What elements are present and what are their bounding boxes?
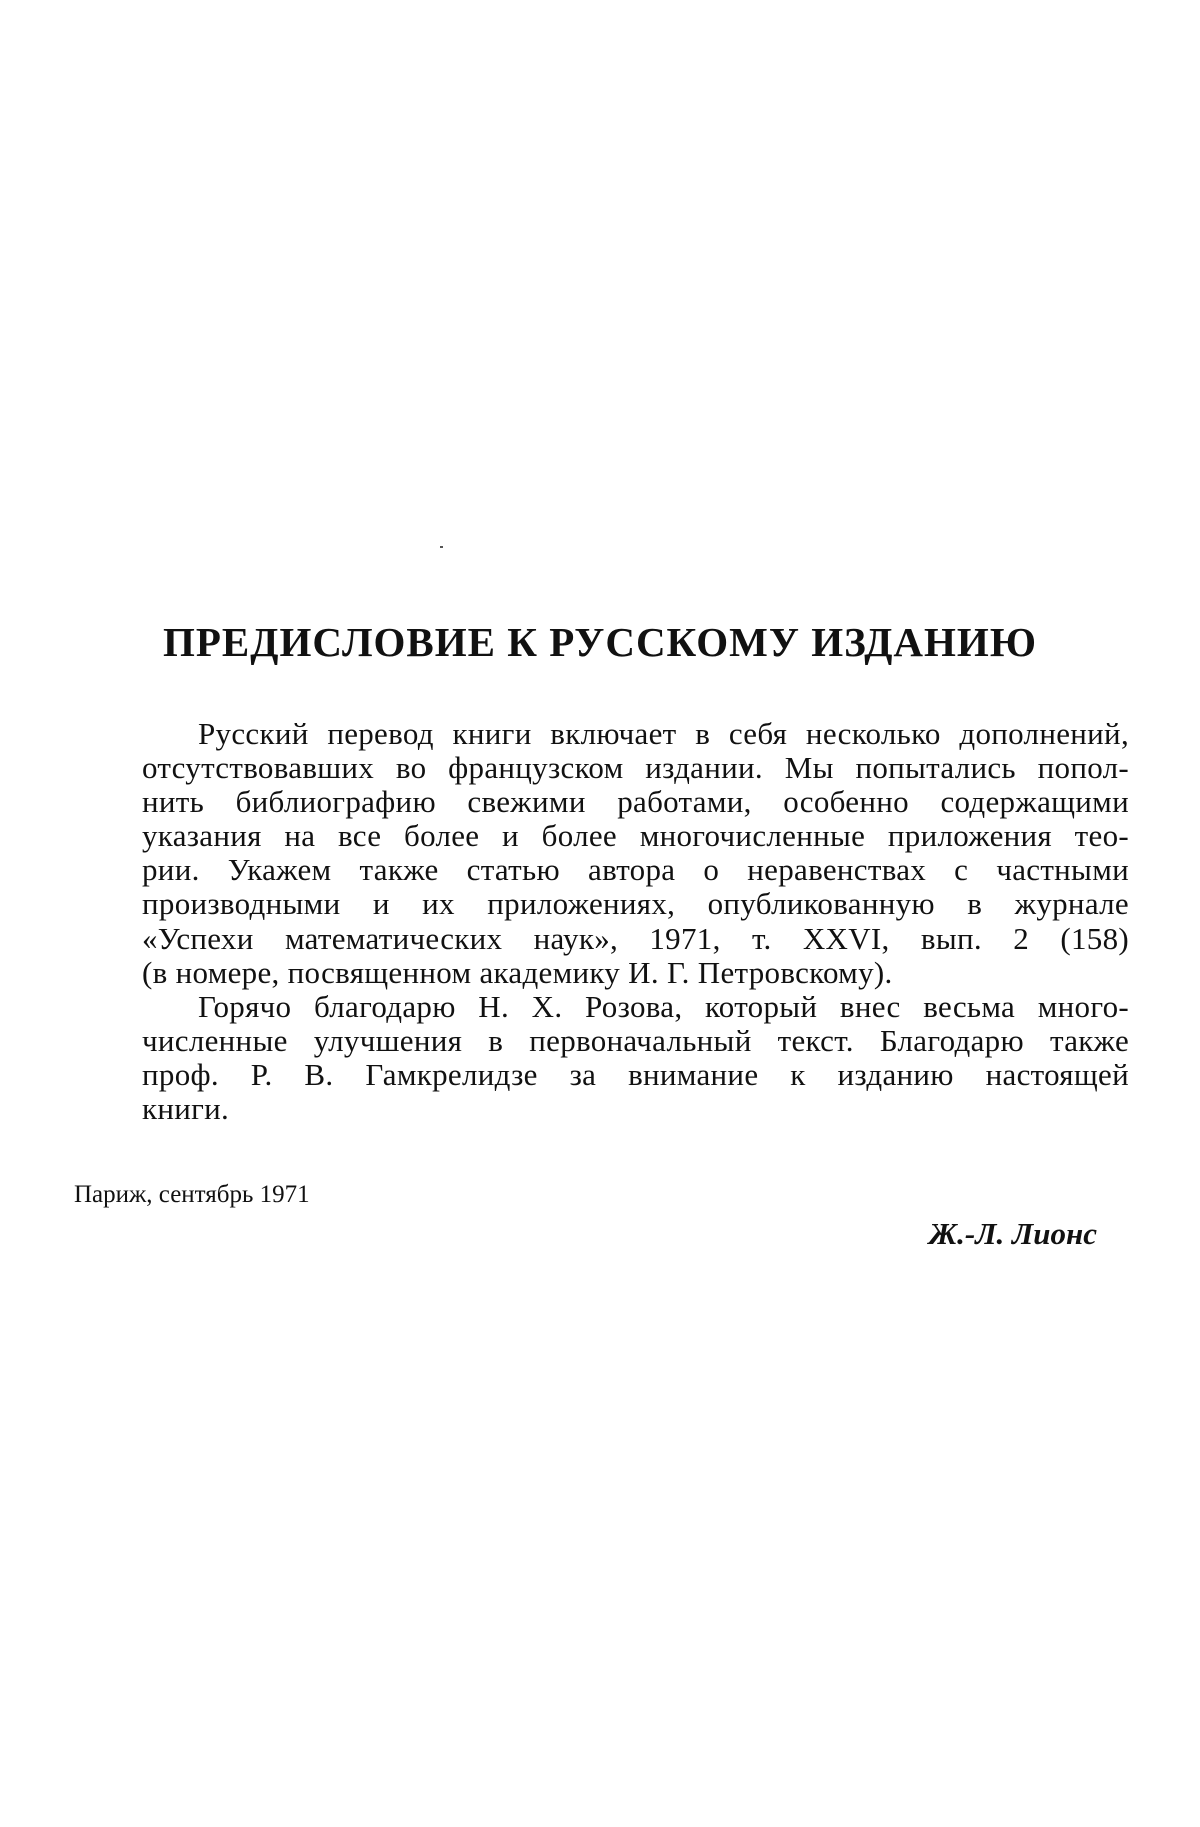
- author-signature: Ж.-Л. Лионс: [928, 1216, 1097, 1251]
- scan-speck: [440, 546, 443, 548]
- paragraph-2: [142, 990, 1129, 1126]
- text-line: проф. Р. В. Гамкрелидзе за внимание к изданию настоящей: [142, 1056, 1129, 1092]
- text-line: «Успехи математических наук», 1971, т. XXVI, вып. 2 (158): [142, 920, 1129, 956]
- text-line: Русский перевод книги включает в себя несколько дополнений,: [198, 716, 1129, 751]
- text-line: численные улучшения в первоначальный текст. Благодарю также: [142, 1022, 1129, 1058]
- text-line: нить библиографию свежими работами, особенно содержащими: [142, 784, 1129, 820]
- text-line: производными и их приложениях, опубликованную в журнале: [142, 886, 1129, 922]
- text-line: книги.: [142, 1091, 230, 1127]
- paragraph-1: [142, 717, 1129, 990]
- text-line: Горячо благодарю Н. Х. Розова, который внес весьма много-: [198, 988, 1129, 1024]
- text-line: указания на все более и более многочисленные приложения тео-: [142, 818, 1129, 854]
- preface-body: [142, 717, 1129, 1126]
- text-line: рии. Укажем также статью автора о неравенствах с частными: [142, 852, 1129, 888]
- preface-title: ПРЕДИСЛОВИЕ К РУССКОМУ ИЗДАНИЮ: [163, 619, 1037, 666]
- text-line: (в номере, посвященном академику И. Г. Петровскому).: [142, 954, 893, 990]
- text-line: отсутствовавших во французском издании. Мы попытались попол-: [142, 750, 1129, 786]
- place-date: Париж, сентябрь 1971: [74, 1181, 310, 1208]
